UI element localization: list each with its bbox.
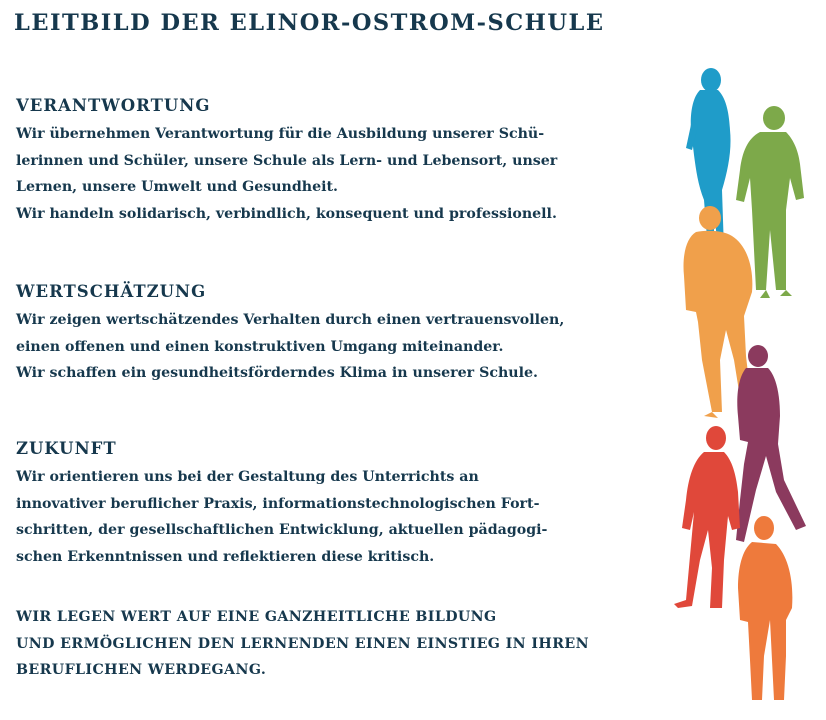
- body-line: schen Erkenntnissen und reflektieren diese kritisch.: [16, 548, 435, 565]
- section-heading: ZUKUNFT: [16, 439, 117, 458]
- closing-line: UND ERMÖGLICHEN DEN LERNENDEN EINEN EINSTIEG IN IHREN: [16, 635, 590, 652]
- body-line: einen offenen und einen konstruktiven Umgang miteinander.: [16, 338, 504, 355]
- section-verantwortung: [16, 93, 666, 227]
- body-line: Wir schaffen ein gesundheitsförderndes Klima in unserer Schule.: [16, 365, 538, 381]
- body-line: Wir zeigen wertschätzendes Verhalten durch einen vertrauensvollen,: [16, 312, 565, 328]
- body-line: lerinnen und Schüler, unsere Schule als Lern- und Lebensort, unser: [16, 152, 558, 169]
- body-line: schritten, der gesellschaftlichen Entwicklung, aktuellen pädagogi-: [16, 522, 548, 538]
- people-silhouettes: [656, 60, 826, 720]
- body-line: Lernen, unsere Umwelt und Gesundheit.: [16, 179, 338, 195]
- section-zukunft: [16, 436, 666, 570]
- closing-line: WIR LEGEN WERT AUF EINE GANZHEITLICHE BILDUNG: [16, 609, 497, 625]
- body-line: Wir orientieren uns bei der Gestaltung des Unterrichts an: [16, 469, 479, 485]
- person-silhouette-dark-orange: [738, 516, 792, 700]
- section-wertschaetzung: [16, 279, 666, 387]
- person-silhouette-red: [674, 426, 740, 608]
- body-line: Wir übernehmen Verantwortung für die Ausbildung unserer Schü-: [16, 126, 545, 142]
- closing-line: BERUFLICHEN WERDEGANG.: [16, 662, 267, 678]
- body-line: innovativer beruflicher Praxis, informationstechnologischen Fort-: [16, 495, 540, 512]
- section-heading: VERANTWORTUNG: [16, 96, 211, 115]
- body-line: Wir handeln solidarisch, verbindlich, konsequent und professionell.: [16, 205, 557, 222]
- closing-statement: [16, 604, 666, 684]
- person-silhouette-purple: [736, 345, 806, 542]
- section-heading: WERTSCHÄTZUNG: [16, 282, 207, 301]
- page-title: LEITBILD DER ELINOR-OSTROM-SCHULE: [14, 10, 605, 36]
